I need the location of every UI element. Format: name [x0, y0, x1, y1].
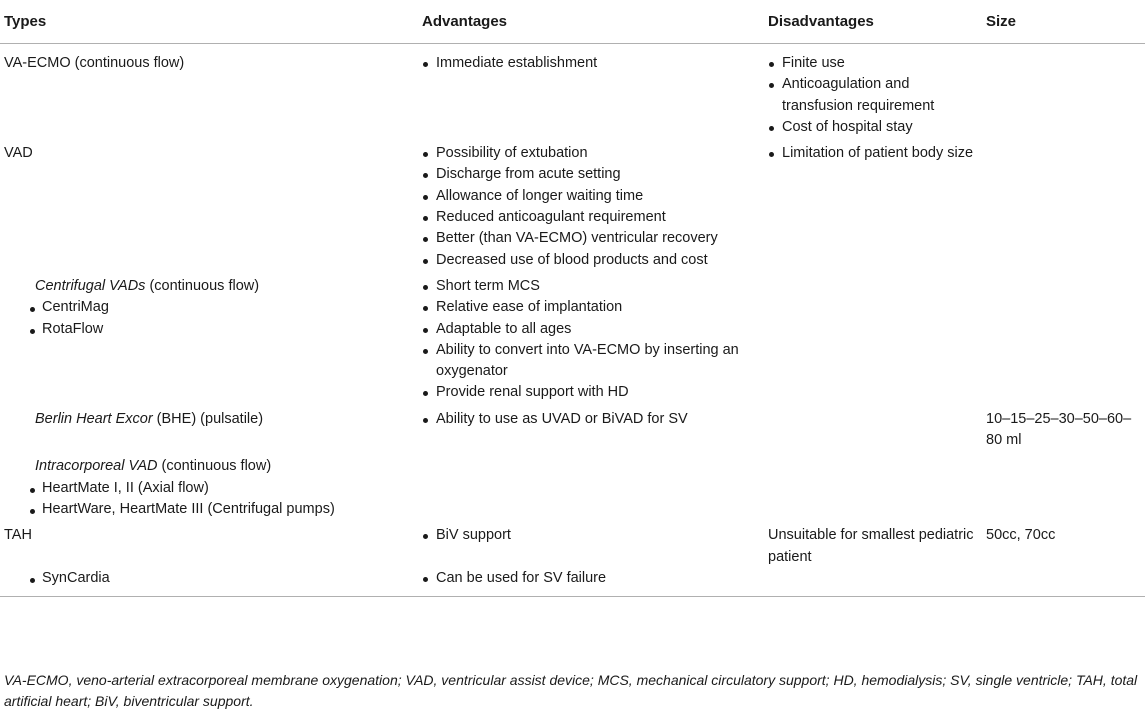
- type-label: TAH: [4, 527, 32, 544]
- list-item: Cost of hospital stay: [768, 117, 982, 138]
- table-row: [0, 44, 1145, 139]
- size-cell: 10–15–25–30–50–60–80 ml: [986, 410, 1132, 449]
- table-footnote: VA-ECMO, veno-arterial extracorporeal membrane oxygenation; VAD, ventricular assist device; MCS, mechanical circulatory support; HD, hemodialysis; SV, single ventricle; TAH, total artificial heart; BiV, biventricular support.: [4, 672, 1138, 709]
- type-cell: [0, 404, 418, 452]
- list-item: Allowance of longer waiting time: [422, 186, 764, 207]
- list-item: BiV support: [422, 525, 764, 546]
- table-row: [0, 451, 1145, 520]
- list-item: Ability to convert into VA-ECMO by inserting an oxygenator: [422, 340, 764, 383]
- list-item: Provide renal support with HD: [422, 382, 764, 403]
- list-item: Decreased use of blood products and cost: [422, 250, 764, 271]
- type-label: [4, 276, 418, 297]
- device-item: CentriMag: [28, 297, 418, 318]
- list-item: Discharge from acute setting: [422, 164, 764, 185]
- mcs-comparison-table: [0, 3, 1145, 597]
- type-cell: [0, 568, 418, 597]
- list-item: Reduced anticoagulant requirement: [422, 207, 764, 228]
- type-cell: [0, 520, 418, 568]
- disadvantages-cell: [764, 568, 982, 597]
- list-item: Adaptable to all ages: [422, 319, 764, 340]
- header-advantages: Advantages: [418, 3, 764, 44]
- size-cell: [982, 271, 1145, 404]
- advantages-cell: [418, 404, 764, 452]
- header-types: Types: [0, 3, 418, 44]
- type-cell: [0, 271, 418, 404]
- type-label: [4, 409, 418, 430]
- advantages-cell: [418, 44, 764, 139]
- table-row: [0, 271, 1145, 404]
- type-label: [4, 456, 418, 477]
- disadvantages-cell: [764, 44, 982, 139]
- disadvantages-cell: Unsuitable for smallest pediatric patient: [768, 527, 974, 565]
- list-item: Finite use: [768, 53, 982, 74]
- header-disadvantages: Disadvantages: [764, 3, 982, 44]
- device-item: HeartMate I, II (Axial flow): [28, 478, 418, 499]
- table-row: [0, 138, 1145, 271]
- type-label: VA-ECMO (continuous flow): [4, 55, 185, 71]
- list-item: Relative ease of implantation: [422, 297, 764, 318]
- table-row: [0, 404, 1145, 452]
- list-item: Limitation of patient body size: [768, 143, 982, 164]
- type-label-rest: (BHE) (pulsatile): [152, 410, 264, 427]
- type-label-rest: (continuous flow): [145, 277, 260, 294]
- list-item: Immediate establishment: [422, 53, 764, 74]
- size-cell: [982, 451, 1145, 520]
- type-cell: [0, 44, 418, 139]
- table-header: [0, 3, 1145, 44]
- size-cell: 50cc, 70cc: [986, 527, 1056, 544]
- advantages-cell: [418, 271, 764, 404]
- disadvantages-cell: [764, 271, 982, 404]
- size-cell: [982, 44, 1145, 139]
- advantages-cell: [418, 138, 764, 271]
- list-item: Anticoagulation and transfusion requirement: [768, 74, 982, 117]
- type-cell: [0, 451, 418, 520]
- type-label-italic: Berlin Heart Excor: [35, 410, 153, 427]
- type-label-rest: (continuous flow): [157, 458, 272, 475]
- device-item: RotaFlow: [28, 319, 418, 340]
- list-item: Better (than VA-ECMO) ventricular recovery: [422, 228, 764, 249]
- type-label: VAD: [4, 145, 33, 162]
- device-item: SynCardia: [28, 568, 418, 589]
- type-cell: [0, 138, 418, 271]
- size-cell: [982, 138, 1145, 271]
- type-label-italic: Centrifugal VADs: [35, 277, 146, 294]
- header-size: Size: [982, 3, 1145, 44]
- disadvantages-cell: [764, 451, 982, 520]
- list-item: Ability to use as UVAD or BiVAD for SV: [422, 409, 764, 430]
- type-label-italic: Intracorporeal VAD: [35, 458, 158, 475]
- advantages-cell: [418, 451, 764, 520]
- table-row: [0, 568, 1145, 597]
- size-cell: [982, 568, 1145, 597]
- advantages-cell: [418, 520, 764, 568]
- disadvantages-cell: [764, 138, 982, 271]
- table-row: [0, 520, 1145, 568]
- advantages-cell: [418, 568, 764, 597]
- list-item: Can be used for SV failure: [422, 568, 764, 589]
- list-item: Short term MCS: [422, 276, 764, 297]
- disadvantages-cell: [764, 404, 982, 452]
- device-item: HeartWare, HeartMate III (Centrifugal pumps): [28, 499, 418, 520]
- list-item: Possibility of extubation: [422, 143, 764, 164]
